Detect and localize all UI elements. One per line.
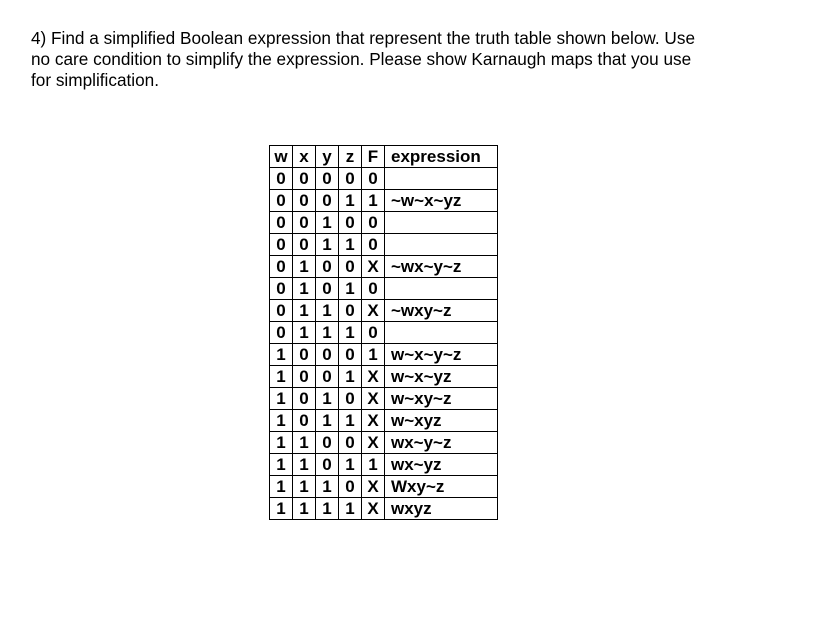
- table-row: [270, 300, 498, 322]
- cell-w: 1: [270, 366, 293, 388]
- table-row: [270, 234, 498, 256]
- cell-x: 1: [293, 278, 316, 300]
- cell-x: 1: [293, 256, 316, 278]
- question-text: [31, 28, 821, 91]
- cell-expression: w~x~y~z: [385, 344, 498, 366]
- header-w: w: [270, 146, 293, 168]
- table-row: [270, 454, 498, 476]
- table-row: [270, 388, 498, 410]
- cell-x: 1: [293, 498, 316, 520]
- cell-x: 1: [293, 476, 316, 498]
- cell-y: 0: [316, 278, 339, 300]
- cell-expression: Wxy~z: [385, 476, 498, 498]
- header-expression: expression: [385, 146, 498, 168]
- cell-w: 1: [270, 432, 293, 454]
- cell-y: 1: [316, 410, 339, 432]
- question-line-1: 4) Find a simplified Boolean expression that represent the truth table shown below. Use: [31, 28, 696, 48]
- cell-z: 1: [339, 234, 362, 256]
- cell-z: 1: [339, 410, 362, 432]
- cell-expression: w~xyz: [385, 410, 498, 432]
- cell-expression: wxyz: [385, 498, 498, 520]
- cell-x: 1: [293, 300, 316, 322]
- cell-y: 1: [316, 476, 339, 498]
- table-row: [270, 168, 498, 190]
- header-z: z: [339, 146, 362, 168]
- cell-w: 1: [270, 344, 293, 366]
- cell-y: 0: [316, 432, 339, 454]
- cell-x: 0: [293, 388, 316, 410]
- cell-y: 0: [316, 256, 339, 278]
- cell-y: 1: [316, 498, 339, 520]
- cell-w: 1: [270, 476, 293, 498]
- cell-expression: ~w~x~yz: [385, 190, 498, 212]
- cell-w: 1: [270, 388, 293, 410]
- cell-f: X: [362, 300, 385, 322]
- header-f: F: [362, 146, 385, 168]
- cell-z: 0: [339, 388, 362, 410]
- cell-y: 0: [316, 190, 339, 212]
- cell-f: 1: [362, 344, 385, 366]
- cell-z: 0: [339, 476, 362, 498]
- cell-f: X: [362, 410, 385, 432]
- cell-w: 0: [270, 234, 293, 256]
- cell-z: 0: [339, 344, 362, 366]
- cell-expression: w~x~yz: [385, 366, 498, 388]
- cell-z: 1: [339, 498, 362, 520]
- cell-z: 1: [339, 322, 362, 344]
- table-row: [270, 498, 498, 520]
- cell-y: 1: [316, 300, 339, 322]
- cell-f: 0: [362, 278, 385, 300]
- cell-z: 1: [339, 190, 362, 212]
- cell-x: 0: [293, 212, 316, 234]
- cell-w: 1: [270, 410, 293, 432]
- cell-w: 1: [270, 454, 293, 476]
- cell-y: 0: [316, 366, 339, 388]
- cell-z: 1: [339, 366, 362, 388]
- cell-y: 0: [316, 454, 339, 476]
- cell-z: 0: [339, 168, 362, 190]
- cell-f: 0: [362, 168, 385, 190]
- header-x: x: [293, 146, 316, 168]
- cell-expression: w~xy~z: [385, 388, 498, 410]
- cell-x: 0: [293, 410, 316, 432]
- cell-f: 0: [362, 234, 385, 256]
- cell-f: X: [362, 256, 385, 278]
- table-row: [270, 256, 498, 278]
- cell-w: 0: [270, 212, 293, 234]
- truth-table-body: [270, 168, 498, 520]
- cell-z: 0: [339, 256, 362, 278]
- cell-expression: [385, 322, 498, 344]
- cell-x: 0: [293, 366, 316, 388]
- question-line-2: no care condition to simplify the expression. Please show Karnaugh maps that you use: [31, 49, 692, 69]
- truth-table: [269, 145, 498, 520]
- table-row: [270, 476, 498, 498]
- cell-x: 1: [293, 454, 316, 476]
- cell-expression: [385, 278, 498, 300]
- cell-f: X: [362, 476, 385, 498]
- cell-w: 0: [270, 300, 293, 322]
- table-row: [270, 410, 498, 432]
- cell-x: 0: [293, 234, 316, 256]
- cell-z: 0: [339, 212, 362, 234]
- cell-w: 0: [270, 190, 293, 212]
- cell-x: 1: [293, 432, 316, 454]
- cell-y: 1: [316, 322, 339, 344]
- cell-x: 0: [293, 344, 316, 366]
- cell-expression: wx~y~z: [385, 432, 498, 454]
- table-row: [270, 322, 498, 344]
- table-row: [270, 278, 498, 300]
- truth-table-header-row: [270, 146, 498, 168]
- cell-w: 0: [270, 256, 293, 278]
- table-row: [270, 366, 498, 388]
- header-y: y: [316, 146, 339, 168]
- cell-w: 0: [270, 168, 293, 190]
- cell-y: 1: [316, 234, 339, 256]
- cell-expression: wx~yz: [385, 454, 498, 476]
- cell-w: 0: [270, 322, 293, 344]
- cell-w: 0: [270, 278, 293, 300]
- table-row: [270, 212, 498, 234]
- cell-z: 0: [339, 432, 362, 454]
- question-line-3: for simplification.: [31, 70, 159, 90]
- cell-y: 0: [316, 168, 339, 190]
- cell-f: 0: [362, 212, 385, 234]
- cell-f: X: [362, 388, 385, 410]
- cell-z: 1: [339, 454, 362, 476]
- cell-expression: ~wxy~z: [385, 300, 498, 322]
- cell-f: X: [362, 498, 385, 520]
- cell-x: 0: [293, 190, 316, 212]
- table-row: [270, 432, 498, 454]
- cell-expression: ~wx~y~z: [385, 256, 498, 278]
- cell-f: 1: [362, 190, 385, 212]
- cell-f: X: [362, 432, 385, 454]
- table-row: [270, 190, 498, 212]
- cell-w: 1: [270, 498, 293, 520]
- cell-f: 1: [362, 454, 385, 476]
- cell-z: 0: [339, 300, 362, 322]
- cell-expression: [385, 212, 498, 234]
- cell-f: 0: [362, 322, 385, 344]
- cell-y: 1: [316, 212, 339, 234]
- cell-expression: [385, 168, 498, 190]
- cell-z: 1: [339, 278, 362, 300]
- cell-x: 0: [293, 168, 316, 190]
- cell-y: 0: [316, 344, 339, 366]
- cell-x: 1: [293, 322, 316, 344]
- table-row: [270, 344, 498, 366]
- cell-y: 1: [316, 388, 339, 410]
- cell-expression: [385, 234, 498, 256]
- cell-f: X: [362, 366, 385, 388]
